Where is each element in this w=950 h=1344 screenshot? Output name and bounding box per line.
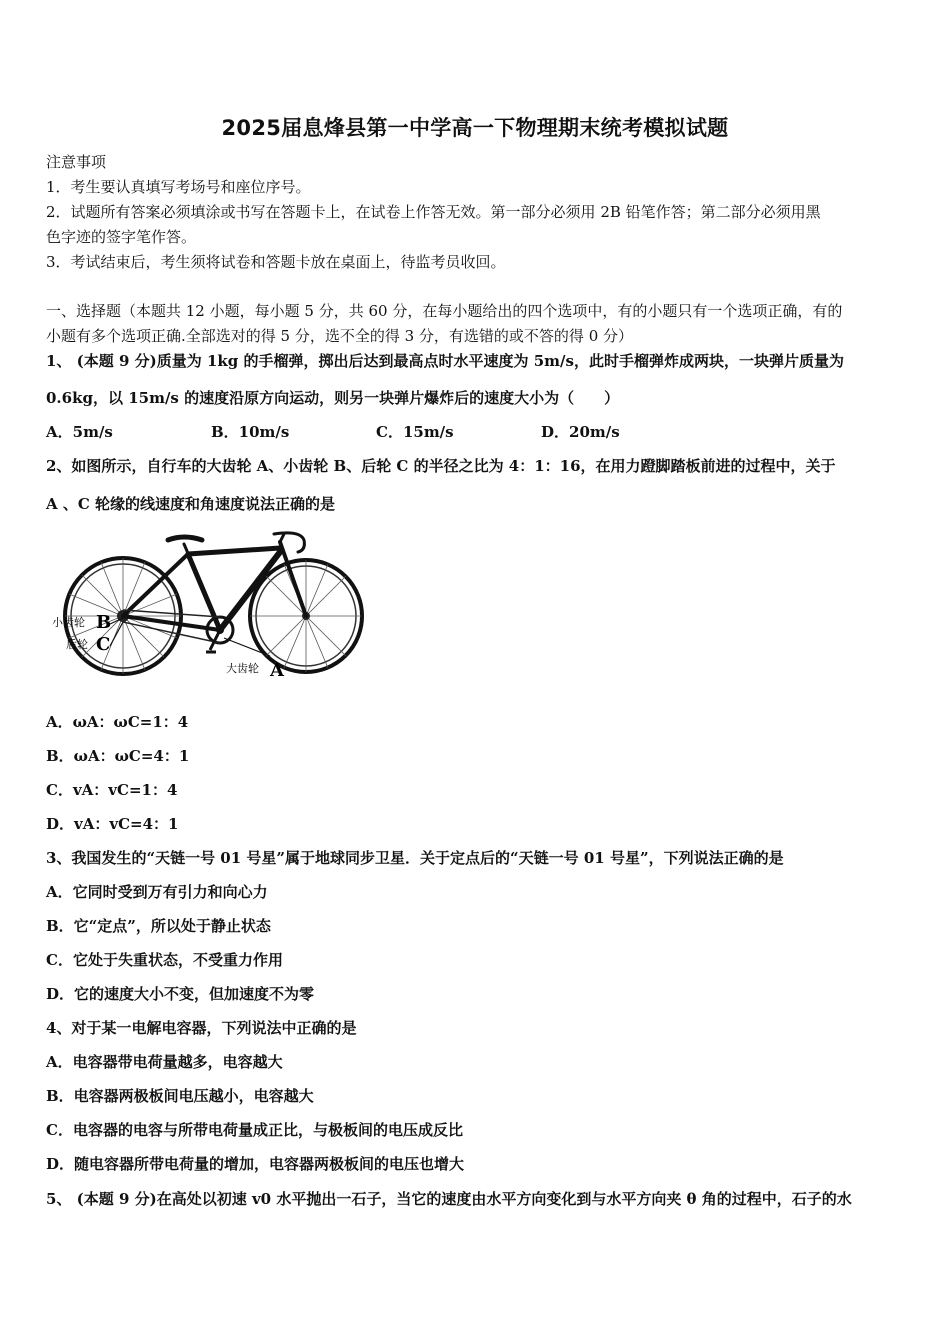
q3-option-c[interactable]: C．它处于失重状态，不受重力作用 bbox=[46, 951, 283, 969]
q1-option-b[interactable]: B．10m/s bbox=[211, 423, 290, 441]
label-large-gear: 大齿轮 bbox=[226, 662, 259, 675]
q1-stem-line2: 0.6kg，以 15m/s 的速度沿原方向运动，则另一块弹片爆炸后的速度大小为（ ） bbox=[46, 389, 620, 407]
notice-item-2-cont: 色字迹的签字笔作答。 bbox=[46, 228, 197, 246]
notice-item-2: 2．试题所有答案必须填涂或书写在答题卡上，在试卷上作答无效。第一部分必须用 2B 铅笔作答；第二部分必须用黑 bbox=[46, 203, 821, 221]
q3-option-d[interactable]: D．它的速度大小不变，但加速度不为零 bbox=[46, 985, 315, 1003]
letter-b: B bbox=[96, 612, 112, 633]
q2-stem-line1: 2、如图所示，自行车的大齿轮 A、小齿轮 B、后轮 C 的半径之比为 4：1：16，在用力蹬脚踏板前进的过程中，关于 bbox=[46, 457, 836, 475]
page-title: 2025届息烽县第一中学高一下物理期末统考模拟试题 bbox=[221, 116, 729, 140]
section-heading-line2: 小题有多个选项正确.全部选对的得 5 分，选不全的得 3 分，有选错的或不答的得 0 分） bbox=[46, 327, 634, 345]
notice-item-3: 3．考试结束后，考生须将试卷和答题卡放在桌面上，待监考员收回。 bbox=[46, 253, 506, 271]
q3-option-a[interactable]: A．它同时受到万有引力和向心力 bbox=[46, 883, 268, 901]
q1-options bbox=[46, 422, 908, 442]
bicycle-frame bbox=[123, 533, 306, 630]
q2-option-a[interactable]: A．ωA：ωC=1：4 bbox=[46, 713, 189, 731]
bicycle-figure bbox=[48, 528, 368, 686]
q4-option-d[interactable]: D．随电容器所带电荷量的增加，电容器两极板间的电压也增大 bbox=[46, 1155, 465, 1173]
q1-stem-line1: 1、 (本题 9 分)质量为 1kg 的手榴弹，掷出后达到最高点时水平速度为 5m/s，此时手榴弹炸成两块，一块弹片质量为 bbox=[46, 352, 844, 370]
q2-stem-line2: A 、C 轮缘的线速度和角速度说法正确的是 bbox=[46, 495, 336, 513]
notice-item-1: 1．考生要认真填写考场号和座位序号。 bbox=[46, 178, 311, 196]
q4-option-a[interactable]: A．电容器带电荷量越多，电容越大 bbox=[46, 1053, 283, 1071]
q1-option-c[interactable]: C．15m/s bbox=[376, 423, 454, 441]
label-small-gear: 小齿轮 bbox=[52, 616, 85, 629]
q1-option-a[interactable]: A．5m/s bbox=[46, 423, 113, 441]
q3-option-b[interactable]: B．它“定点”，所以处于静止状态 bbox=[46, 917, 271, 935]
label-rear-wheel: 后轮 bbox=[66, 638, 88, 651]
section-heading-line1: 一、选择题（本题共 12 小题，每小题 5 分，共 60 分，在每小题给出的四个选项中，有的小题只有一个选项正确，有的 bbox=[46, 302, 843, 320]
q4-option-b[interactable]: B．电容器两极板间电压越小，电容越大 bbox=[46, 1087, 314, 1105]
notice-heading: 注意事项 bbox=[46, 153, 107, 171]
q1-option-d[interactable]: D．20m/s bbox=[541, 423, 620, 441]
q4-option-c[interactable]: C．电容器的电容与所带电荷量成正比，与极板间的电压成反比 bbox=[46, 1121, 463, 1139]
letter-c: C bbox=[96, 634, 111, 655]
q2-option-b[interactable]: B．ωA：ωC=4：1 bbox=[46, 747, 190, 765]
q4-stem: 4、对于某一电解电容器，下列说法中正确的是 bbox=[46, 1019, 357, 1037]
q2-option-c[interactable]: C．vA：vC=1：4 bbox=[46, 781, 178, 799]
letter-a: A bbox=[270, 660, 284, 681]
q2-option-d[interactable]: D．vA：vC=4：1 bbox=[46, 815, 179, 833]
q5-stem: 5、 (本题 9 分)在高处以初速 v0 水平抛出一石子，当它的速度由水平方向变化到与水平方向夹 θ 角的过程中，石子的水 bbox=[46, 1190, 852, 1208]
q3-stem: 3、我国发生的“天链一号 01 号星”属于地球同步卫星．关于定点后的“天链一号 01 号星”，下列说法正确的是 bbox=[46, 849, 784, 867]
